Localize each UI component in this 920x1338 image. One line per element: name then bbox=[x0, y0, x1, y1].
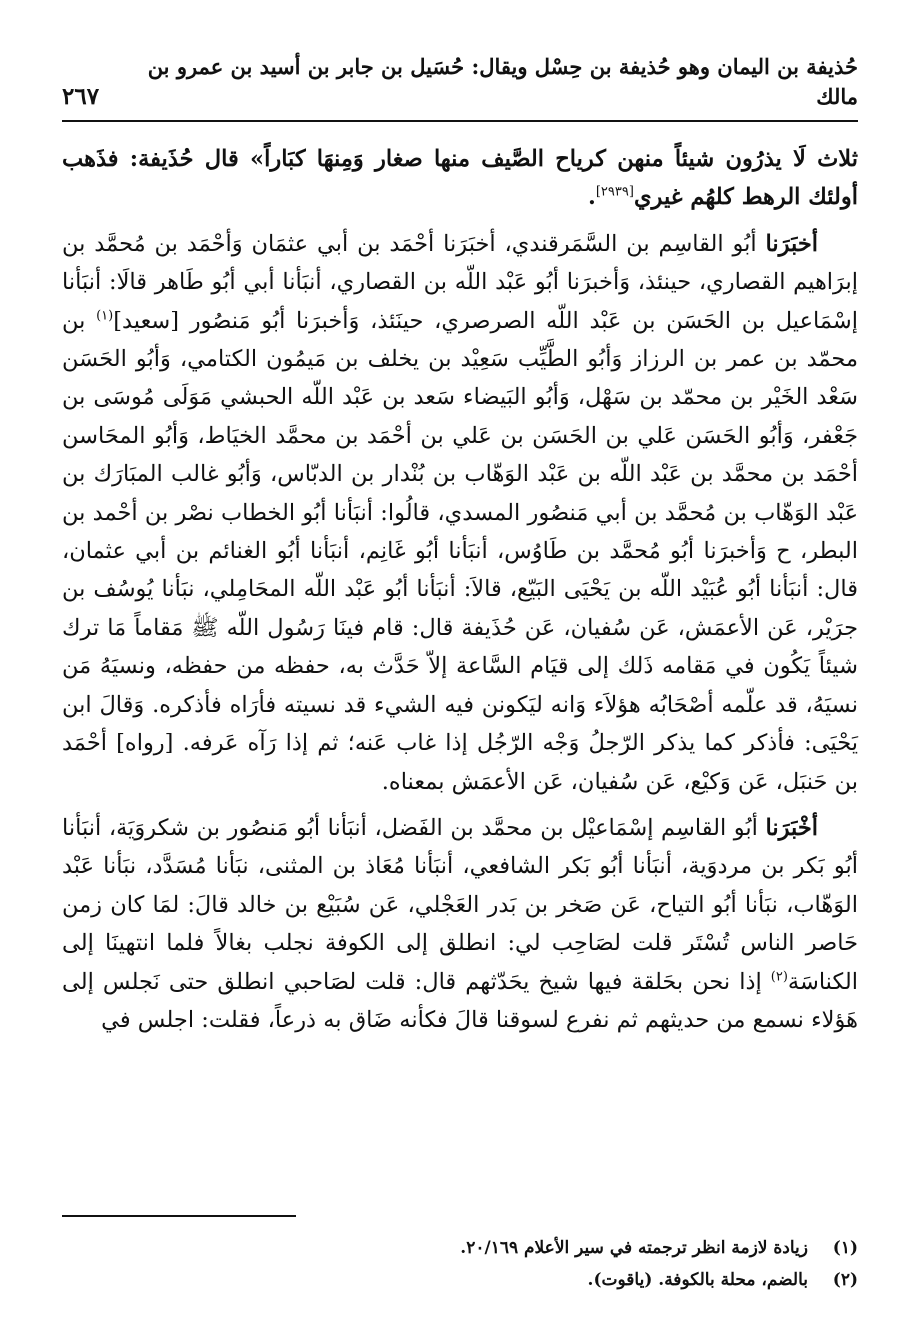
footnote-ref-2: (٢) bbox=[770, 969, 788, 985]
paragraph-text-cont: إذا نحن بحَلقة فيها شيخ يحَدّثهم قال: قلت لصَاحبي انطلق حتى نَجلس إلى هَؤلاء نسمع من حديثهم ثم نفرع لسوقنا قالَ فكأنه ضَاق به ذرعاً، فقلت: اجلس في bbox=[62, 968, 858, 1033]
footnote-number: (٢) bbox=[832, 1270, 858, 1290]
footnote-item bbox=[62, 1232, 858, 1264]
book-page bbox=[62, 52, 858, 1047]
page-number: ٢٦٧ bbox=[62, 83, 100, 110]
isnad-lead-word: أخبَرَنا bbox=[765, 230, 818, 257]
paragraph-text: أبُو القاسِم إسْمَاعيْل بن محمَّد بن الفَضل، أنبَأنا أبُو مَنصُور بن شكروَيَة، أنبَأنا أبُو بَكر بن مردوَية، أنبَأنا أبُو بَكر الشافعي، أنبَأنا مُعَاذ بن المثنى، نبَأنا مُسَدَّد، نبَأنا عَبْد الوَهّاب، نبَأنا أبُو التياح، عَن صَخر بن بَدر العَجْلي، عَن سُبَيْع بن خالد قالَ: لمَا كان زمن حَاصر الناس تُسْتَر قلت لصَاحِب لي: انطلق إلى الكوفة نجلب بغالاً فلما انتهينَا إلى الكناسَة bbox=[62, 814, 858, 995]
footnote-item bbox=[62, 1264, 858, 1296]
footnotes bbox=[62, 1232, 858, 1296]
paragraph-1 bbox=[62, 140, 858, 217]
paragraph-3 bbox=[62, 809, 858, 1039]
page-header bbox=[62, 52, 858, 122]
footnote-text: بالضم، محلة بالكوفة. (ياقوت). bbox=[587, 1270, 808, 1290]
paragraph-text: أبُو القاسِم بن السَّمَرقندي، أخبَرَنا أحْمَد بن أبي عثمَان وَأحْمَد بن مُحمَّد بن إبرَاهيم القصاري، حينئذ، وَأخبرَنا أبُو عَبْد اللّه بن القصاري، أنبَأنا أبي أبُو طَاهر قالَا: أنبَأنا إسْمَاعيل بن الحَسَن بن عَبْد اللّه الصرصري، حينَئذ، وَأخبرَنا أبُو مَنصُور [سعيد] bbox=[62, 230, 858, 334]
paragraph-text-cont: بن محمّد بن عمر بن الرزاز وَأبُو الطَّيِّب سَعِيْد بن يخلف بن مَيمُون الكتامي، وَأبُو الحَسَن سَعْد الخَيْر بن محمّد بن سَهْل، وَأبُو البَيضاء سَعد بن عَبْد اللّه الحبشي مَوَلَى مُوسَى بن جَعْفر، وَأبُو الحَسَن عَلي بن الحَسَن بن عَلي بن أحْمَد بن محمَّد الخيَاط، وَأبُو المحَاسن أحْمَد بن محمَّد بن عَبْد اللّه بن عَبْد الوَهّاب بن بُنْدار بن الدبّاس، وَأبُو غالب المبَارَك بن عَبْد الوَهّاب بن مُحمَّد بن أبي مَنصُور المسدي، قالُوا: أنبَأنا أبُو الخطاب نصْر بن أحْمد بن البطر، ح وَأخبرَنا أبُو مُحمَّد بن طَاوُس، أنبَأنا أبُو غَانِم، أنبَأنا أبُو الغنائم بن أبي عثمان، قال: أنبَأنا أبُو عُبَيْد اللّه بن يَحْيَى البَيّع، قالاَ: أنبَأنا أبُو عَبْد اللّه المحَامِلي، نبَأنا يُوسُف بن جرَيْر، عَن الأعمَش، عَن سُفيان، عَن حُذَيفة قال: قام فينَا رَسُول اللّه ﷺ مَقاماً مَا ترك شيئاً يَكُون في مَقامه ذَلك إلى قيَام السَّاعة إلاّ حَدَّث به، حفظه من حفظه، ونسيَهُ مَن نسيَهُ، قد علّمه أصْحَابُه هؤلاَء وَانه ليَكونن فيه الشيء قد نسيته فأرَاه فأذكره. وَقالَ ابن يَحْيَى: فأذكر كما يذكر الرّجلُ وَجْه الرّجُل إذا غاب عَنه؛ ثم إذا رَآه عَرفه. [رواه] أحْمَد بن حَنبَل، عَن وَكيْع، عَن سُفيان، عَن الأعمَش بمعناه. bbox=[62, 307, 858, 795]
running-title: حُذيفة بن اليمان وهو حُذيفة بن حِسْل ويقال: حُسَيل بن جابر بن أسيد بن عمرو بن مالك bbox=[147, 54, 858, 109]
reference-mark: [٢٩٣٩] bbox=[595, 184, 634, 200]
paragraph-tail: . bbox=[588, 184, 596, 211]
main-text bbox=[62, 140, 858, 1039]
footnote-number: (١) bbox=[832, 1238, 858, 1258]
paragraph-text: ثلاث لَا يذرُون شيئاً منهن كرياح الصَّيف منها صغار وَمِنهَا كبَاراً» قال حُذَيفة: فذَهب أولئك الرهط كلهُم غيري bbox=[62, 146, 858, 211]
isnad-lead-word: أخْبَرَنا bbox=[765, 814, 818, 841]
footnote-ref-1: (١) bbox=[96, 308, 114, 324]
footnote-text: زيادة لازمة انظر ترجمته في سير الأعلام ٢٠/١٦٩. bbox=[460, 1238, 808, 1258]
footnote-divider bbox=[62, 1215, 296, 1217]
paragraph-2 bbox=[62, 225, 858, 801]
